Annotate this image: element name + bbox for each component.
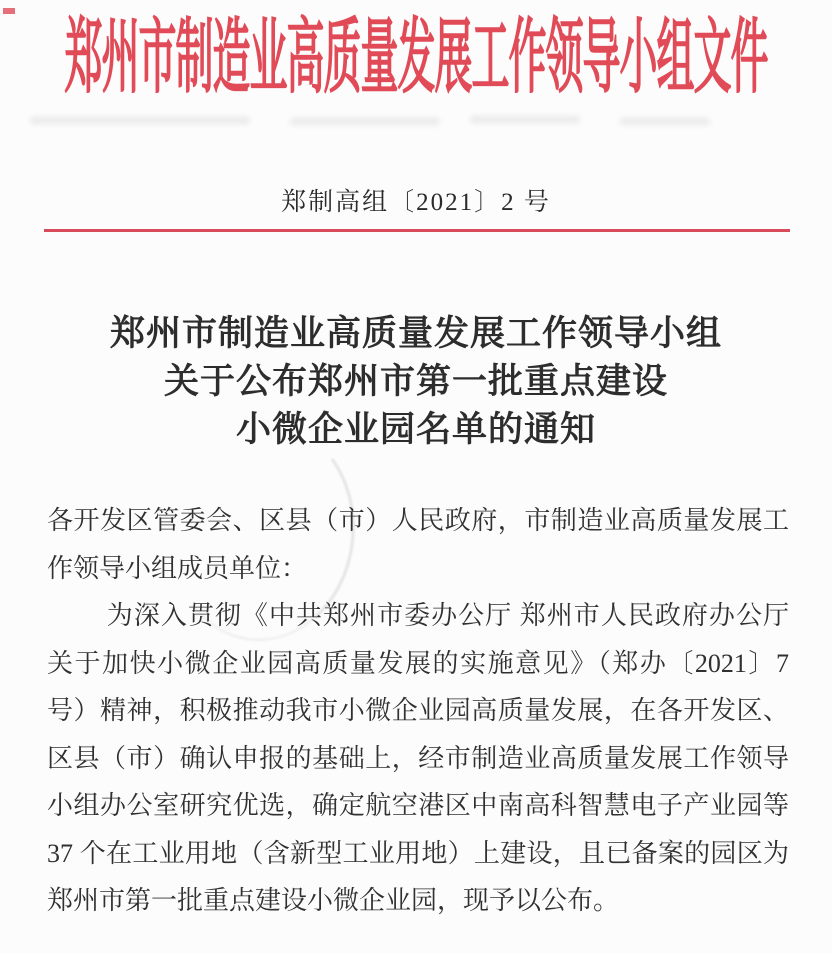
body-line: 为深入贯彻《中共郑州市委办公厅 郑州市人民政府办公厅 <box>106 601 789 630</box>
document-header-org-title: 郑州市制造业高质量发展工作领导小组文件 <box>64 13 768 105</box>
body-line: 区县（市）确认申报的基础上，经市制造业高质量发展工作领导 <box>47 743 789 773</box>
document-title-line: 关于公布郑州市第一批重点建设 <box>163 362 668 401</box>
scan-corner-mark <box>3 8 15 14</box>
body-line: 各开发区管委会、区县（市）人民政府，市制造业高质量发展工 <box>47 506 789 535</box>
body-line: 号）精神，积极推动我市小微企业园高质量发展，在各开发区、 <box>47 696 789 725</box>
body-line: 作领导小组成员单位： <box>47 553 308 583</box>
document-body <box>47 497 789 925</box>
body-line: 小组办公室研究优选，确定航空港区中南高科智慧电子产业园等 <box>47 791 789 820</box>
body-line: 郑州市第一批重点建设小微企业园，现予以公布。 <box>47 886 620 915</box>
document-title-line: 小微企业园名单的通知 <box>235 410 596 449</box>
scan-smudge <box>470 116 580 123</box>
scan-smudge <box>620 118 710 125</box>
red-divider-line <box>44 229 790 232</box>
body-line: 关于加快小微企业园高质量发展的实施意见》（郑办〔2021〕7 <box>47 648 789 678</box>
body-line: 37 个在工业用地（含新型工业用地）上建设，且已备案的园区为 <box>47 838 789 868</box>
scan-smudge <box>30 117 250 124</box>
document-number: 郑制高组〔2021〕2 号 <box>281 189 551 216</box>
document-title-line: 郑州市制造业高质量发展工作领导小组 <box>109 314 722 353</box>
document-title <box>0 310 832 454</box>
scan-smudge <box>290 118 440 125</box>
